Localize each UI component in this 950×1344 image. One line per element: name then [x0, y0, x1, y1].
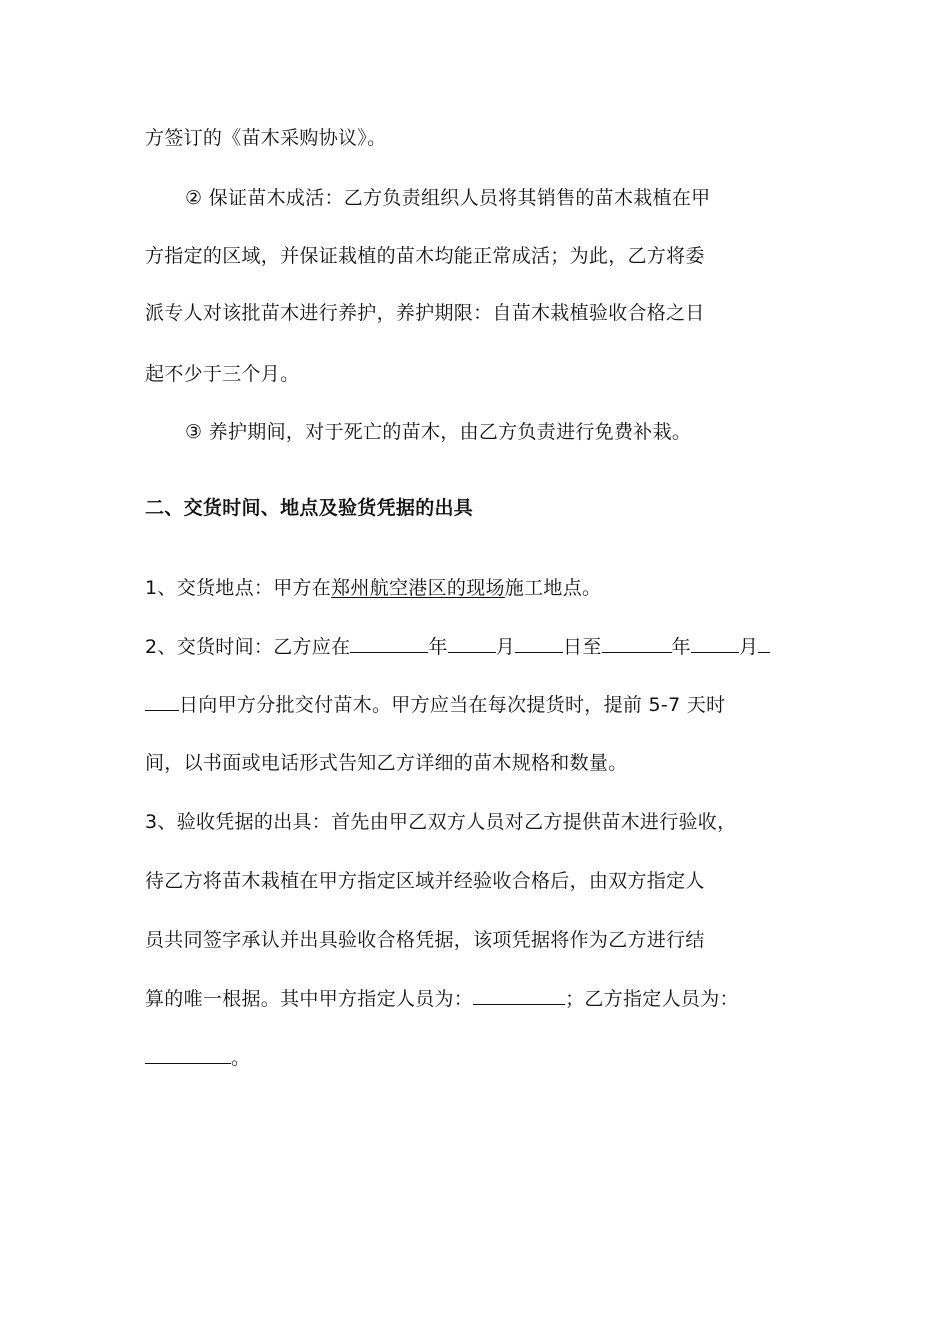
paragraph-line: 待乙方将苗木栽植在甲方指定区域并经验收合格后，由双方指定人	[145, 870, 705, 892]
underlined-location: 郑州航空港区的现场	[331, 577, 505, 599]
blank-field	[145, 1045, 231, 1064]
paragraph-line: 方指定的区域，并保证栽植的苗木均能正常成活；为此，乙方将委	[145, 245, 705, 267]
paragraph-line: ③ 养护期间，对于死亡的苗木，由乙方负责进行免费补栽。	[185, 421, 692, 443]
blank-field	[515, 634, 563, 653]
blank-field	[602, 634, 672, 653]
paragraph-line: 起不少于三个月。	[145, 363, 300, 385]
list-item	[145, 634, 770, 659]
item-text: 日向甲方分批交付苗木。甲方应当在每次提货时，提前 5-7 天时	[179, 694, 726, 716]
paragraph-line: 间，以书面或电话形式告知乙方详细的苗木规格和数量。	[145, 752, 628, 774]
paragraph-line: 员共同签字承认并出具验收合格凭据，该项凭据将作为乙方进行结	[145, 929, 705, 951]
item-text: 年	[671, 636, 691, 658]
list-item-continued	[145, 986, 739, 1011]
blank-field	[473, 986, 565, 1005]
blank-field	[758, 634, 770, 653]
paragraph-line: 3、验收凭据的出具：首先由甲乙双方人员对乙方提供苗木进行验收，	[145, 811, 737, 833]
list-item-continued	[145, 1045, 250, 1070]
item-text: 算的唯一根据。其中甲方指定人员为：	[145, 988, 474, 1010]
blank-field	[691, 634, 739, 653]
item-text: 1、交货地点：甲方在	[145, 577, 332, 599]
list-item	[145, 576, 601, 600]
item-text: 2、交货时间：乙方应在	[145, 636, 351, 658]
blank-field	[145, 692, 179, 711]
section-heading: 二、交货时间、地点及验货凭据的出具	[145, 497, 474, 519]
item-text: ；乙方指定人员为：	[565, 988, 739, 1010]
paragraph-line: ② 保证苗木成活：乙方负责组织人员将其销售的苗木栽植在甲	[185, 187, 711, 209]
blank-field	[350, 634, 428, 653]
paragraph-line: 方签订的《苗木采购协议》。	[145, 127, 387, 149]
blank-field	[448, 634, 496, 653]
item-text: 日至	[563, 636, 602, 658]
item-text: 月	[495, 636, 516, 658]
list-item-continued	[145, 692, 725, 717]
item-text: 施工地点。	[504, 577, 602, 599]
paragraph-line: 派专人对该批苗木进行养护，养护期限：自苗木栽植验收合格之日	[145, 302, 705, 324]
item-text: 。	[231, 1047, 251, 1069]
item-text: 年	[428, 636, 448, 658]
item-text: 月	[738, 636, 759, 658]
